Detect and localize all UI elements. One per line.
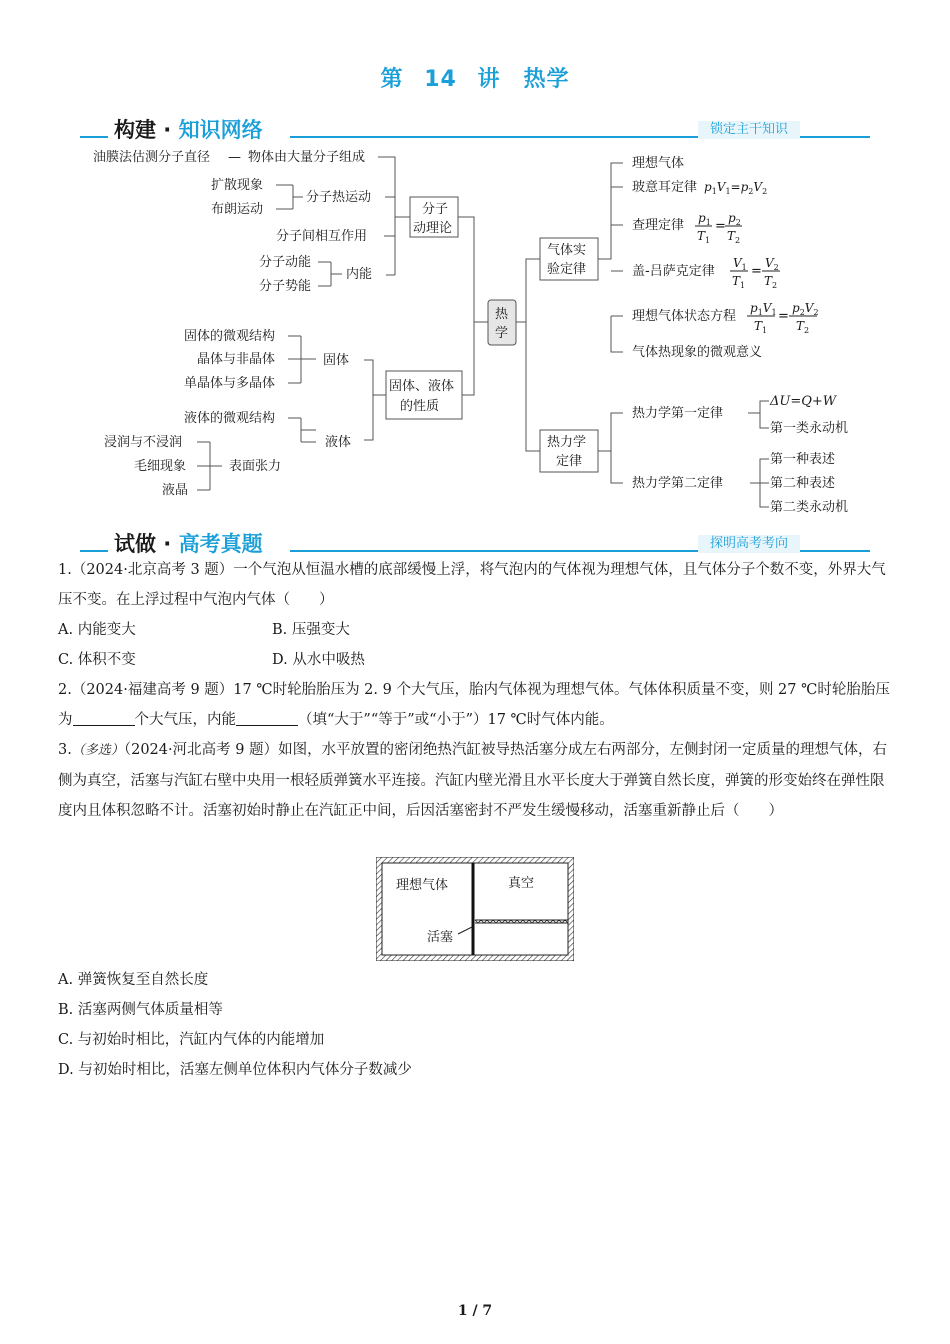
- svg-text:p2: $p_2$: [728, 211, 741, 227]
- label-gay-lussac: 盖-吕萨克定律: [632, 264, 715, 279]
- question-1-option-a[interactable]: A. 内能变大: [58, 622, 136, 638]
- formula-boyle: $p_1V_1=p_2V_2$: [704, 180, 768, 196]
- node-thermo-line1: 热力学: [547, 435, 587, 450]
- svg-text:T1: $T_1$: [754, 319, 768, 335]
- label-surface-tension: 表面张力: [229, 459, 282, 474]
- formula-state-eq: [747, 301, 819, 335]
- formula-gay-lussac: [730, 256, 780, 290]
- label-first-perpetual: 第一类永动机: [770, 421, 849, 436]
- section-tag: 探明高考考向: [698, 535, 800, 553]
- figure-label-vacuum: 真空: [508, 876, 535, 891]
- label-liquid: 液体: [325, 435, 352, 450]
- section-header-exam: [80, 528, 870, 556]
- label-crystal: 晶体与非晶体: [197, 352, 276, 367]
- knowledge-mindmap: [80, 140, 880, 525]
- question-3-number: 3.: [58, 742, 72, 758]
- label-state-eq: 理想气体状态方程: [632, 309, 737, 324]
- question-3-option-d[interactable]: D. 与初始时相比，活塞左侧单位体积内气体分子数减少: [58, 1062, 412, 1078]
- label-capillary: 毛细现象: [134, 459, 187, 474]
- label-second-law: 热力学第二定律: [632, 476, 724, 491]
- cylinder-figure: [376, 857, 574, 961]
- question-1-stem: 1.（2024·北京高考 3 题）一个气泡从恒温水槽的底部缓慢上浮，将气泡内的气体视为理想气体，且气体分子个数不变，外界大气压不变。在上浮过程中气泡内气体（ ）: [58, 562, 886, 608]
- label-thermal-motion: 分子热运动: [306, 190, 372, 205]
- node-solid-liquid-line2: 的性质: [400, 399, 440, 414]
- formula-first-law: ΔU=Q+W: [770, 394, 837, 409]
- question-2-part1: 2.（2024·福建高考 9 题）17 ℃时轮胎胎压为 2. 9 个大气压，胎内气体视为理想气体。气体体积质量不变，则 27 ℃时轮胎胎压为: [58, 682, 890, 728]
- question-3-option-a[interactable]: A. 弹簧恢复至自然长度: [58, 972, 209, 988]
- label-charles: 查理定律: [632, 218, 685, 233]
- center-label-1: 热: [495, 307, 509, 322]
- section-tag: 锁定主干知识: [698, 121, 800, 139]
- label-interaction: 分子间相互作用: [276, 229, 368, 244]
- page-number: 1 / 7: [457, 1303, 493, 1319]
- svg-text:V1: $V_1$: [733, 256, 747, 272]
- section-title-prefix: 试做 ·: [114, 532, 179, 556]
- question-1-option-c[interactable]: C. 体积不变: [58, 652, 136, 668]
- label-second-a: 第一种表述: [770, 452, 836, 467]
- label-single-poly: 单晶体与多晶体: [184, 376, 276, 391]
- question-3-option-c[interactable]: C. 与初始时相比，汽缸内气体的内能增加: [58, 1032, 325, 1048]
- svg-text:p2V2: $p_2V_2$: [792, 301, 819, 317]
- formula-charles: [695, 211, 742, 245]
- label-internal-energy: 内能: [346, 267, 373, 282]
- label-second-perpetual: 第二类永动机: [770, 500, 849, 515]
- svg-text:T2: $T_2$: [764, 274, 778, 290]
- page-title: 第 14 讲 热学: [380, 67, 570, 92]
- label-first-law: 热力学第一定律: [632, 406, 724, 421]
- node-gas-laws-line2: 验定律: [547, 262, 587, 277]
- label-liquid-micro: 液体的微观结构: [184, 411, 276, 426]
- label-dash: —: [228, 150, 241, 165]
- question-3-stem: （2024·河北高考 9 题）如图，水平放置的密闭绝热汽缸被导热活塞分成左右两部分，左侧封闭一定质量的理想气体，右侧为真空，活塞与汽缸右壁中央用一根轻质弹簧水平连接。汽缸内壁光滑且水平长度大于弹簧自然长度，弹簧的形变始终在弹性限度内且体积忽略不计。活塞初始时静止在汽缸正中间，后因活塞密封不严发生缓慢移动，活塞重新静止后（ ）: [58, 742, 888, 819]
- label-boyle: 玻意耳定律: [632, 180, 698, 195]
- label-solid-micro: 固体的微观结构: [184, 329, 276, 344]
- svg-text:T1: $T_1$: [732, 274, 746, 290]
- label-liquid-crystal: 液晶: [162, 483, 189, 498]
- svg-text:=: =: [778, 309, 789, 324]
- question-2: [58, 675, 890, 735]
- label-second-b: 第二种表述: [770, 476, 836, 491]
- question-1-option-b[interactable]: B. 压强变大: [272, 622, 350, 638]
- svg-text:p1: $p_1$: [698, 211, 711, 227]
- question-2-part3: （填“大于”“等于”或“小于”）17 ℃时气体内能。: [298, 712, 614, 728]
- label-kinetic: 分子动能: [259, 255, 312, 270]
- answer-blank-1[interactable]: [73, 709, 135, 726]
- question-1-option-d[interactable]: D. 从水中吸热: [272, 652, 365, 668]
- node-thermo-line2: 定律: [556, 454, 583, 469]
- svg-text:=: =: [751, 264, 762, 279]
- question-3-option-b[interactable]: B. 活塞两侧气体质量相等: [58, 1002, 223, 1018]
- svg-text:T1: $T_1$: [697, 229, 711, 245]
- question-3-multi-tag: （多选）: [71, 743, 124, 758]
- center-label-2: 学: [495, 326, 509, 341]
- question-1: [58, 555, 890, 675]
- label-diffusion: 扩散现象: [211, 178, 264, 193]
- label-potential: 分子势能: [259, 279, 312, 294]
- label-micro-meaning: 气体热现象的微观意义: [632, 345, 763, 360]
- section-title-highlight: 高考真题: [178, 532, 263, 556]
- svg-text:=: =: [715, 219, 726, 234]
- node-solid-liquid-line1: 固体、液体: [389, 379, 455, 394]
- figure-label-piston: 活塞: [427, 930, 454, 945]
- label-brownian: 布朗运动: [211, 202, 264, 217]
- figure-label-gas: 理想气体: [396, 878, 449, 893]
- section-header-knowledge: [80, 114, 870, 142]
- svg-text:p1V1: $p_1V_1$: [750, 301, 777, 317]
- question-3: [58, 735, 890, 826]
- answer-blank-2[interactable]: [236, 709, 298, 726]
- label-oil-film: 油膜法估测分子直径: [93, 150, 211, 165]
- section-title-highlight: 知识网络: [178, 118, 263, 142]
- label-solid: 固体: [323, 353, 350, 368]
- label-ideal-gas: 理想气体: [632, 156, 685, 171]
- svg-text:T2: $T_2$: [796, 319, 810, 335]
- label-big-number: 物体由大量分子组成: [248, 150, 366, 165]
- node-gas-laws-line1: 气体实: [547, 243, 587, 258]
- svg-text:V2: $V_2$: [765, 256, 779, 272]
- svg-text:T2: $T_2$: [727, 229, 741, 245]
- node-molecular-line2: 动理论: [413, 221, 453, 236]
- question-3-options: [58, 965, 890, 1085]
- question-2-part2: 个大气压，内能: [134, 712, 236, 728]
- section-title-prefix: 构建 ·: [114, 118, 179, 142]
- node-molecular-line1: 分子: [422, 202, 449, 217]
- label-wetting: 浸润与不浸润: [104, 435, 183, 450]
